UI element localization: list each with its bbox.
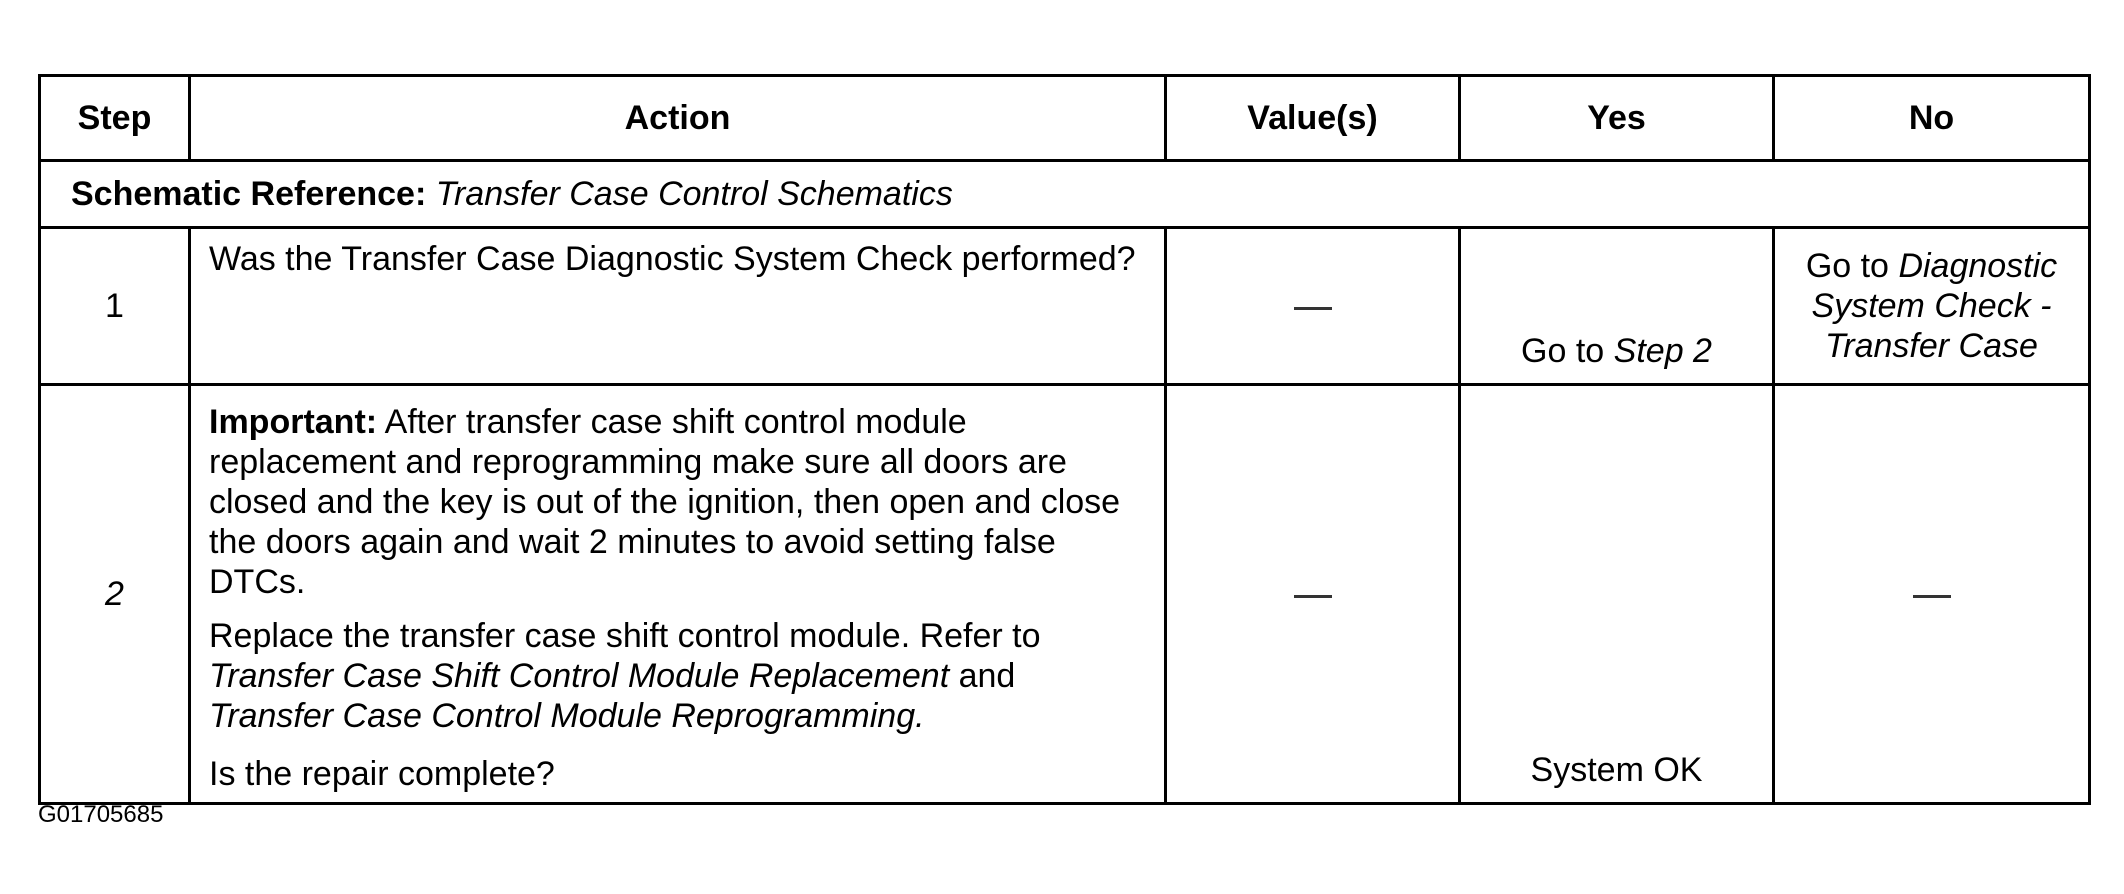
yes-cell: [1460, 228, 1774, 385]
yes-cell: [1460, 385, 1774, 804]
yes-link[interactable]: Step 2: [1613, 332, 1712, 370]
step-number: [40, 385, 190, 804]
value-dash: [1294, 595, 1332, 598]
and-text: and: [958, 657, 1016, 695]
question-text: Is the repair complete?: [209, 755, 555, 793]
action-text: Was the Transfer Case Diagnostic System Check performed?: [209, 240, 1136, 278]
no-link[interactable]: Diagnostic System Check - Transfer Case: [1811, 247, 2058, 365]
yes-prefix: Go to: [1521, 332, 1605, 370]
value-dash: [1294, 307, 1332, 310]
reference-link-replacement[interactable]: Transfer Case Shift Control Module Replacement: [209, 657, 950, 695]
action-cell: [190, 385, 1166, 804]
value-cell: [1166, 385, 1460, 804]
step-number-text: 2: [105, 575, 124, 613]
action-cell: [190, 228, 1166, 385]
important-text: After transfer case shift control module replacement and reprogramming make sure all doors are closed and the key is out of the ignition, then open and close the doors again and wait 2 minutes to avoid setting false DTCs.: [209, 403, 1121, 601]
yes-text: System OK: [1530, 751, 1703, 789]
figure-id: G01705685: [38, 801, 164, 828]
diagnostic-table: [38, 74, 2091, 805]
schematic-reference-link[interactable]: Transfer Case Control Schematics: [435, 175, 953, 213]
header-values: Value(s): [1166, 76, 1460, 161]
replace-instruction: [209, 616, 1146, 736]
important-note: [209, 402, 1146, 602]
header-no: No: [1774, 76, 2090, 161]
table-row: [40, 228, 2090, 385]
schematic-reference: [40, 161, 2090, 228]
header-step: Step: [40, 76, 190, 161]
table-row: [40, 385, 2090, 804]
replace-text: Replace the transfer case shift control module. Refer to: [209, 617, 1041, 655]
no-dash: [1913, 595, 1951, 598]
no-prefix: Go to: [1805, 247, 1889, 285]
schematic-reference-label: Schematic Reference:: [71, 175, 427, 213]
important-label: Important:: [209, 403, 378, 441]
header-row: [40, 76, 2090, 161]
step-number: 1: [40, 228, 190, 385]
reference-link-reprogramming[interactable]: Transfer Case Control Module Reprogramming.: [209, 697, 925, 735]
no-cell: [1774, 385, 2090, 804]
schematic-reference-row: [40, 161, 2090, 228]
no-cell: [1774, 228, 2090, 385]
value-cell: [1166, 228, 1460, 385]
header-yes: Yes: [1460, 76, 1774, 161]
header-action: Action: [190, 76, 1166, 161]
